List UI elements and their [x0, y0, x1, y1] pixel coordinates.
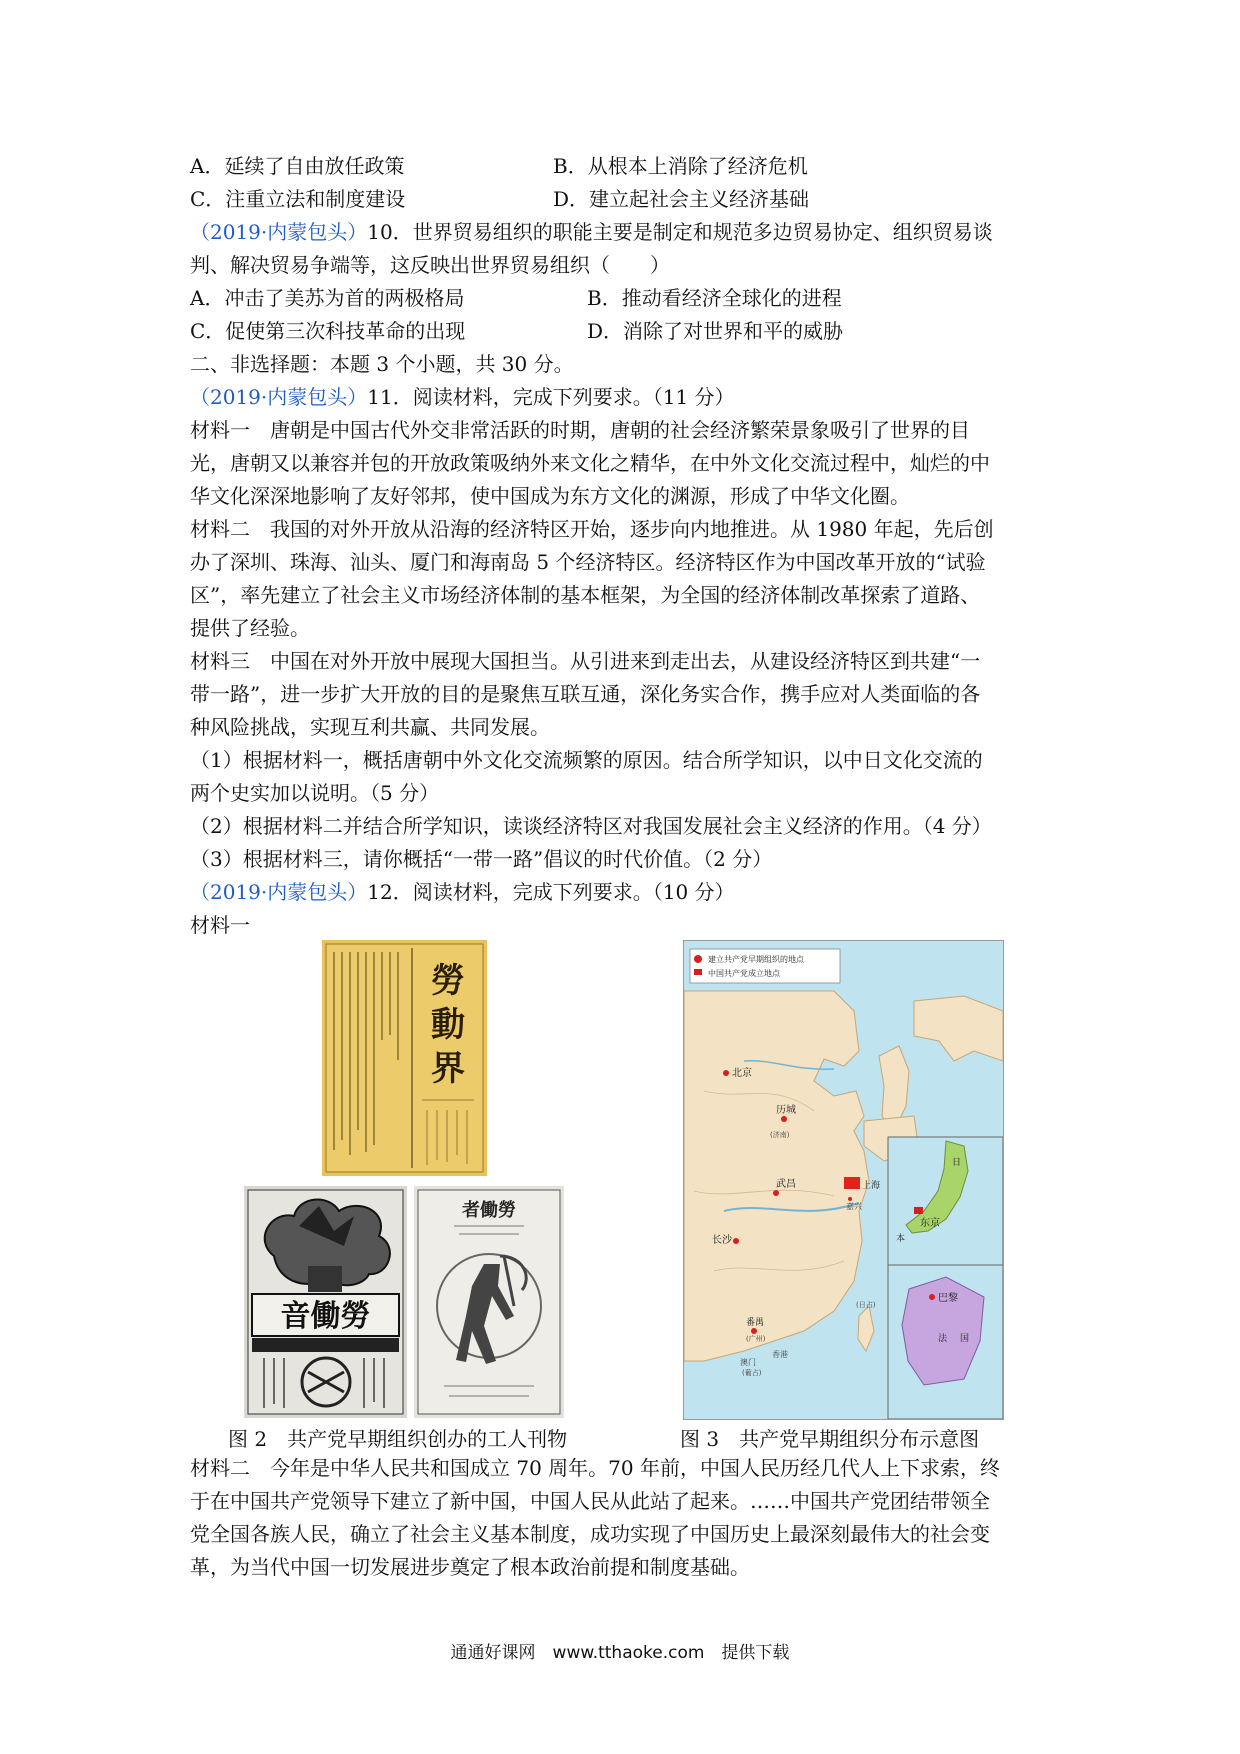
- q10-source: （2019·内蒙包头）: [190, 220, 368, 244]
- q9-option-d: D．建立起社会主义经济基础: [553, 187, 810, 211]
- q10-stem-line-1: [190, 216, 1070, 249]
- map-legend-early-organizations: 建立共产党早期组织的地点: [708, 955, 804, 964]
- map-label-riben-2: 本: [896, 1234, 906, 1244]
- map-label-panyu: 番禺: [746, 1318, 765, 1328]
- q12-stem-text: 12．阅读材料，完成下列要求。（10 分）: [367, 880, 735, 904]
- q9-option-c: C．注重立法和制度建设: [190, 187, 406, 211]
- journal-laodongzhe-image: [414, 1186, 564, 1418]
- journal-3-title: 者働勞: [462, 1200, 516, 1221]
- q11-material-1-line: 光，唐朝又以兼容并包的开放政策吸纳外来文化之精华，在中外文化交流过程中，灿烂的中: [190, 451, 990, 475]
- map-label-changsha: 长沙: [712, 1235, 732, 1246]
- map-legend-founding-location: 中国共产党成立地点: [708, 969, 780, 978]
- q10-option-b: B．推动看经济全球化的进程: [587, 286, 842, 310]
- map-label-faguo-2: 国: [960, 1334, 970, 1344]
- q12-stem: [190, 876, 1070, 909]
- journal-1-title-char: 動: [431, 1005, 465, 1045]
- q10-option-a: A．冲击了美苏为首的两极格局: [190, 286, 465, 310]
- q11-material-1-line: 材料一 唐朝是中国古代外交非常活跃的时期，唐朝的社会经济繁荣景象吸引了世界的目: [190, 418, 970, 442]
- map-label-licheng: 历城: [776, 1105, 796, 1116]
- q11-material-3-line: 材料三 中国在对外开放中展现大国担当。从引进来到走出去，从建设经济特区到共建“一: [190, 649, 981, 673]
- q11-part-3: （3）根据材料三，请你概括“一带一路”倡议的时代价值。（2 分）: [190, 847, 773, 871]
- q10-option-d: D．消除了对世界和平的威胁: [587, 319, 844, 343]
- q11-part-1-line: 两个史实加以说明。（5 分）: [190, 781, 440, 805]
- map-label-xianggang: 香港: [772, 1350, 788, 1359]
- map-label-dongjing: 东京: [920, 1218, 940, 1229]
- q11-material-2-line: 材料二 我国的对外开放从沿海的经济特区开始，逐步向内地推进。从 1980 年起，先后创: [190, 517, 994, 541]
- q9-option-b: B．从根本上消除了经济危机: [553, 154, 808, 178]
- map-label-guangzhou: (广州): [746, 1335, 766, 1343]
- map-label-faguo-1: 法: [938, 1334, 948, 1344]
- q11-stem: [190, 381, 1070, 414]
- q10-option-c: C．促使第三次科技革命的出现: [190, 319, 466, 343]
- map-label-aomen-sub: (葡占): [742, 1369, 762, 1377]
- map-label-jinan: (济南): [770, 1131, 790, 1139]
- q11-material-3-line: 带一路”，进一步扩大开放的目的是聚焦互联互通，深化务实合作，携手应对人类面临的各: [190, 682, 981, 706]
- q12-material-2-line: 于在中国共产党领导下建立了新中国，中国人民从此站了起来。……中国共产党团结带领全: [190, 1489, 990, 1513]
- map-label-riben-1: 日: [952, 1158, 962, 1168]
- journal-2-title: 音働勞: [280, 1299, 371, 1334]
- q11-source: （2019·内蒙包头）: [190, 385, 368, 409]
- figure-2-caption: 图 2 共产党早期组织创办的工人刊物: [228, 1427, 568, 1451]
- page-footer: 通通好课网 www.tthaoke.com 提供下载: [450, 1643, 790, 1663]
- q11-material-1-line: 华文化深深地影响了友好邻邦，使中国成为东方文化的渊源，形成了中华文化圈。: [190, 484, 910, 508]
- map-label-beijing: 北京: [732, 1068, 752, 1079]
- map-label-wuchang: 武昌: [776, 1179, 796, 1190]
- q12-source: （2019·内蒙包头）: [190, 880, 368, 904]
- q11-part-2: （2）根据材料二并结合所学知识，读谈经济特区对我国发展社会主义经济的作用。（4 分）: [190, 814, 992, 838]
- q11-material-2-line: 提供了经验。: [190, 616, 310, 640]
- map-label-jiaxing: 嘉兴: [846, 1202, 862, 1211]
- journal-1-title-char: 界: [431, 1049, 465, 1089]
- q12-material-2-line: 革，为当代中国一切发展进步奠定了根本政治前提和制度基础。: [190, 1555, 750, 1579]
- q11-part-1-line: （1）根据材料一，概括唐朝中外文化交流频繁的原因。结合所学知识，以中日文化交流的: [190, 748, 983, 772]
- q10-stem-line-2: 判、解决贸易争端等，这反映出世界贸易组织（ ）: [190, 253, 670, 277]
- q12-material-1-label: 材料一: [190, 913, 250, 937]
- q11-material-3-line: 种风险挑战，实现互利共赢、共同发展。: [190, 715, 550, 739]
- q11-material-2-line: 办了深圳、珠海、汕头、厦门和海南岛 5 个经济特区。经济特区作为中国改革开放的“试验: [190, 550, 986, 574]
- journal-laodongyin-image: [244, 1186, 407, 1418]
- journal-laodongjie-image: [322, 940, 487, 1176]
- map-label-bali: 巴黎: [938, 1293, 958, 1304]
- q12-material-2-line: 党全国各族人民，确立了社会主义基本制度，成功实现了中国历史上最深刻最伟大的社会变: [190, 1522, 990, 1546]
- early-party-organization-map: [683, 940, 1004, 1420]
- q12-material-2-line: 材料二 今年是中华人民共和国成立 70 周年。70 年前，中国人民历经几代人上下求索，终: [190, 1456, 1000, 1480]
- map-label-taiwan: (日占): [856, 1301, 876, 1309]
- figure-3-caption: 图 3 共产党早期组织分布示意图: [680, 1427, 980, 1451]
- map-label-shanghai: 上海: [862, 1181, 881, 1191]
- q11-material-2-line: 区”，率先建立了社会主义市场经济体制的基本框架，为全国的经济体制改革探索了道路、: [190, 583, 981, 607]
- q10-stem-text: 10．世界贸易组织的职能主要是制定和规范多边贸易协定、组织贸易谈: [367, 220, 993, 244]
- map-label-aomen: 澳门: [740, 1358, 756, 1367]
- journal-1-title-char: 勞: [431, 961, 465, 1001]
- q11-stem-text: 11．阅读材料，完成下列要求。（11 分）: [367, 385, 735, 409]
- q9-option-a: A．延续了自由放任政策: [190, 154, 405, 178]
- section-heading: 二、非选择题：本题 3 个小题，共 30 分。: [190, 352, 574, 376]
